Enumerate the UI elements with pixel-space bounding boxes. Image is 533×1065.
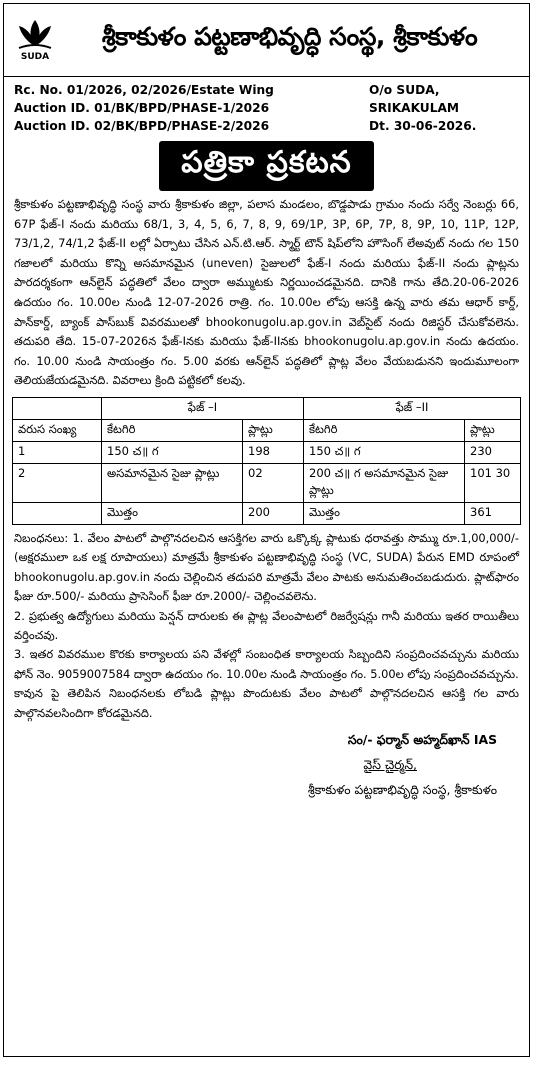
condition-1: నిబంధనలు: 1. వేలం పాటలో పాల్గొనదలచిన ఆసక్తిగల వారు ఒక్కొక్క ప్లాటుకు ధరావత్తు సొమ్ము రూ.1,00,000/- (అక్షరములా ఒక లక్ష రూపాయలు) మాత్రమే శ్రీకాకుళం పట్టణాభివృద్ధి సంస్థ (VC, SUDA) పేరున EMD రూపంలో bhookonugolu.ap.gov.in నందు చెల్లించిన తదుపరి మాత్రమే వేలం పాటకు అనుమతించబడుదురు. ప్లాట్‌ఫారం ఫీజు రూ.500/- మరియు ప్రాసెసింగ్ ఫీజు రూ.2000/- చెల్లించవలెను. (14, 530, 519, 604)
reference-right (369, 81, 519, 135)
table-cell: 2 (13, 463, 102, 502)
table-cell: 150 చ॥ గ (102, 441, 243, 463)
col-plots-2: ప్లాట్లు (465, 419, 521, 441)
office-name: O/o SUDA, SRIKAKULAM (369, 83, 460, 115)
plots-table (12, 397, 521, 525)
phase-1-header: ఫేజ్ –I (102, 397, 304, 419)
signature-block (4, 727, 529, 802)
press-release-document (3, 3, 530, 1057)
signatory-designation: వైస్ చైర్మన్, (363, 757, 417, 772)
reference-block (4, 77, 529, 135)
condition-2: 2. ప్రభుత్వ ఉద్యోగులు మరియు పెన్షన్ దారులకు ఈ ప్లాట్ల వేలంపాటలో రిజర్వేషన్లు గానీ మరియు ఇతర రాయితీలు వర్తించవు. (14, 608, 519, 642)
signatory-org: శ్రీకాకుళం పట్టణాభివృద్ధి సంస్థ, శ్రీకాకుళం (307, 782, 497, 797)
conditions-block (4, 529, 529, 723)
table-cell: అసమానమైన సైజు ప్లాట్లు (102, 463, 243, 502)
table-cell: 1 (13, 441, 102, 463)
table-cell: 150 చ॥ గ (304, 441, 465, 463)
signatory-name: సం/- ఫర్మాన్ అహ్మద్‌ఖాన్ IAS (347, 732, 497, 747)
banner-wrap (4, 141, 529, 191)
table-cell: మొత్తం (102, 502, 243, 524)
notice-date: Dt. 30-06-2026. (369, 119, 477, 133)
table-row (13, 441, 521, 463)
table-cell: మొత్తం (304, 502, 465, 524)
table-cell: 200 (243, 502, 304, 524)
table-cell: 198 (243, 441, 304, 463)
table-cell: 101 30 (465, 463, 521, 502)
suda-logo (12, 14, 58, 66)
table-total-row (13, 502, 521, 524)
table-cell: 02 (243, 463, 304, 502)
lotus-icon (15, 18, 55, 52)
org-title: శ్రీకాకుళం పట్టణాభివృద్ధి సంస్థ, శ్రీకాకుళం (101, 22, 478, 51)
auction-id-2: Auction ID. 02/BK/BPD/PHASE-2/2026 (14, 119, 270, 133)
press-note-banner: పత్రికా ప్రకటన (159, 141, 373, 191)
table-row (13, 463, 521, 502)
col-serial: వరుస సంఖ్య (13, 419, 102, 441)
table-phase-row (13, 397, 521, 419)
logo-text: SUDA (20, 52, 50, 62)
auction-id-1: Auction ID. 01/BK/BPD/PHASE-1/2026 (14, 101, 270, 115)
reference-left (14, 81, 274, 135)
notice-body: శ్రీకాకుళం పట్టణాభివృద్ధి సంస్థ వారు శ్రీకాకుళం జిల్లా, పలాస మండలం, బొడ్డపాడు గ్రామం నందు సర్వే నెంబర్లు 66, 67P ఫేజ్-I నందు మరియు 68/1, 3, 4, 5, 6, 7, 8, 9, 69/1P, 3P, 6P, 7P, 8, 9P, 10, 11P, 12P, 73/1,2, 74/1,2 ఫేజ్-II లల్లో ఏర్పాటు చేసిన ఎన్.టి.ఆర్. స్మార్ట్ టౌన్ షిప్‌లోని హౌసింగ్ లేఅవుట్ నందు గల 150 గజాలలో మరియు కొన్ని అసమానమైన (uneven) సైజులలో ఫేజ్-I నందు మరియు ఫేజ్-II నందు ప్లాట్లను పారదర్శకంగా ఆన్‌లైన్ పద్ధతిలో వేలం ద్వారా అమ్ముటకు నిర్ణయించడమైనది. దానికి గాను తేది.20-06-2026 ఉదయం గం. 10.00ల నుండి 12-07-2026 రాత్రి. గం. 10.00ల లోపు ఆసక్తి ఉన్న వారు తమ ఆధార్ కార్డ్, పాన్‌కార్డ్, బ్యాంక్ పాస్‌బుక్ వివరములతో bhookonugolu.ap.gov.in వెబ్‌సైట్ నందు రిజిస్టర్ చేసుకోవలెను. తదుపరి తేది. 15-07-2026న ఫేజ్-Iనకు మరియు ఫేజ్-IIనకు bhookonugolu.ap.gov.in నందు ఉదయం. గం. 10.00 నుండి సాయంత్రం గం. 5.00 వరకు ఆన్‌లైన్ పద్ధతిలో ప్లాట్ల వేలం వేయబడునని ఇందుమూలంగా తెలియజేయడమైనది. వివరాలు క్రింది పట్టికలో కలవు. (14, 197, 519, 388)
table-header-row (13, 419, 521, 441)
col-category-2: కేటగిరి (304, 419, 465, 441)
document-header (4, 4, 529, 77)
table-cell: 230 (465, 441, 521, 463)
col-category-1: కేటగిరి (102, 419, 243, 441)
closing-note: కావున పై తెలిపిన నిబంధనలకు లోబడి ప్లాట్లు పొందుటకు వేలం పాటలో పాల్గొనదలచిన ఆసక్తి గల వారు పాల్గొనవలసిందిగా కోరడమైనది. (14, 686, 519, 720)
table-cell-empty (13, 397, 102, 419)
table-cell: 361 (465, 502, 521, 524)
col-plots-1: ప్లాట్లు (243, 419, 304, 441)
table-cell (13, 502, 102, 524)
table-cell: 200 చ॥ గ అసమానమైన సైజు ప్లాట్లు (304, 463, 465, 502)
phase-2-header: ఫేజ్ –II (304, 397, 521, 419)
rc-number: Rc. No. 01/2026, 02/2026/Estate Wing (14, 83, 274, 97)
condition-3: 3. ఇతర వివరముల కొరకు కార్యాలయ పని వేళల్లో సంబంధిత కార్యాలయ సిబ్బందిని సంప్రదించవచ్చును మరియు ఫోన్ నెం. 9059007584 ద్వారా ఉదయం గం. 10.00ల నుండి సాయంత్రం గం. 5.00ల లోపు సంప్రదించవచ్చును. (14, 647, 519, 681)
